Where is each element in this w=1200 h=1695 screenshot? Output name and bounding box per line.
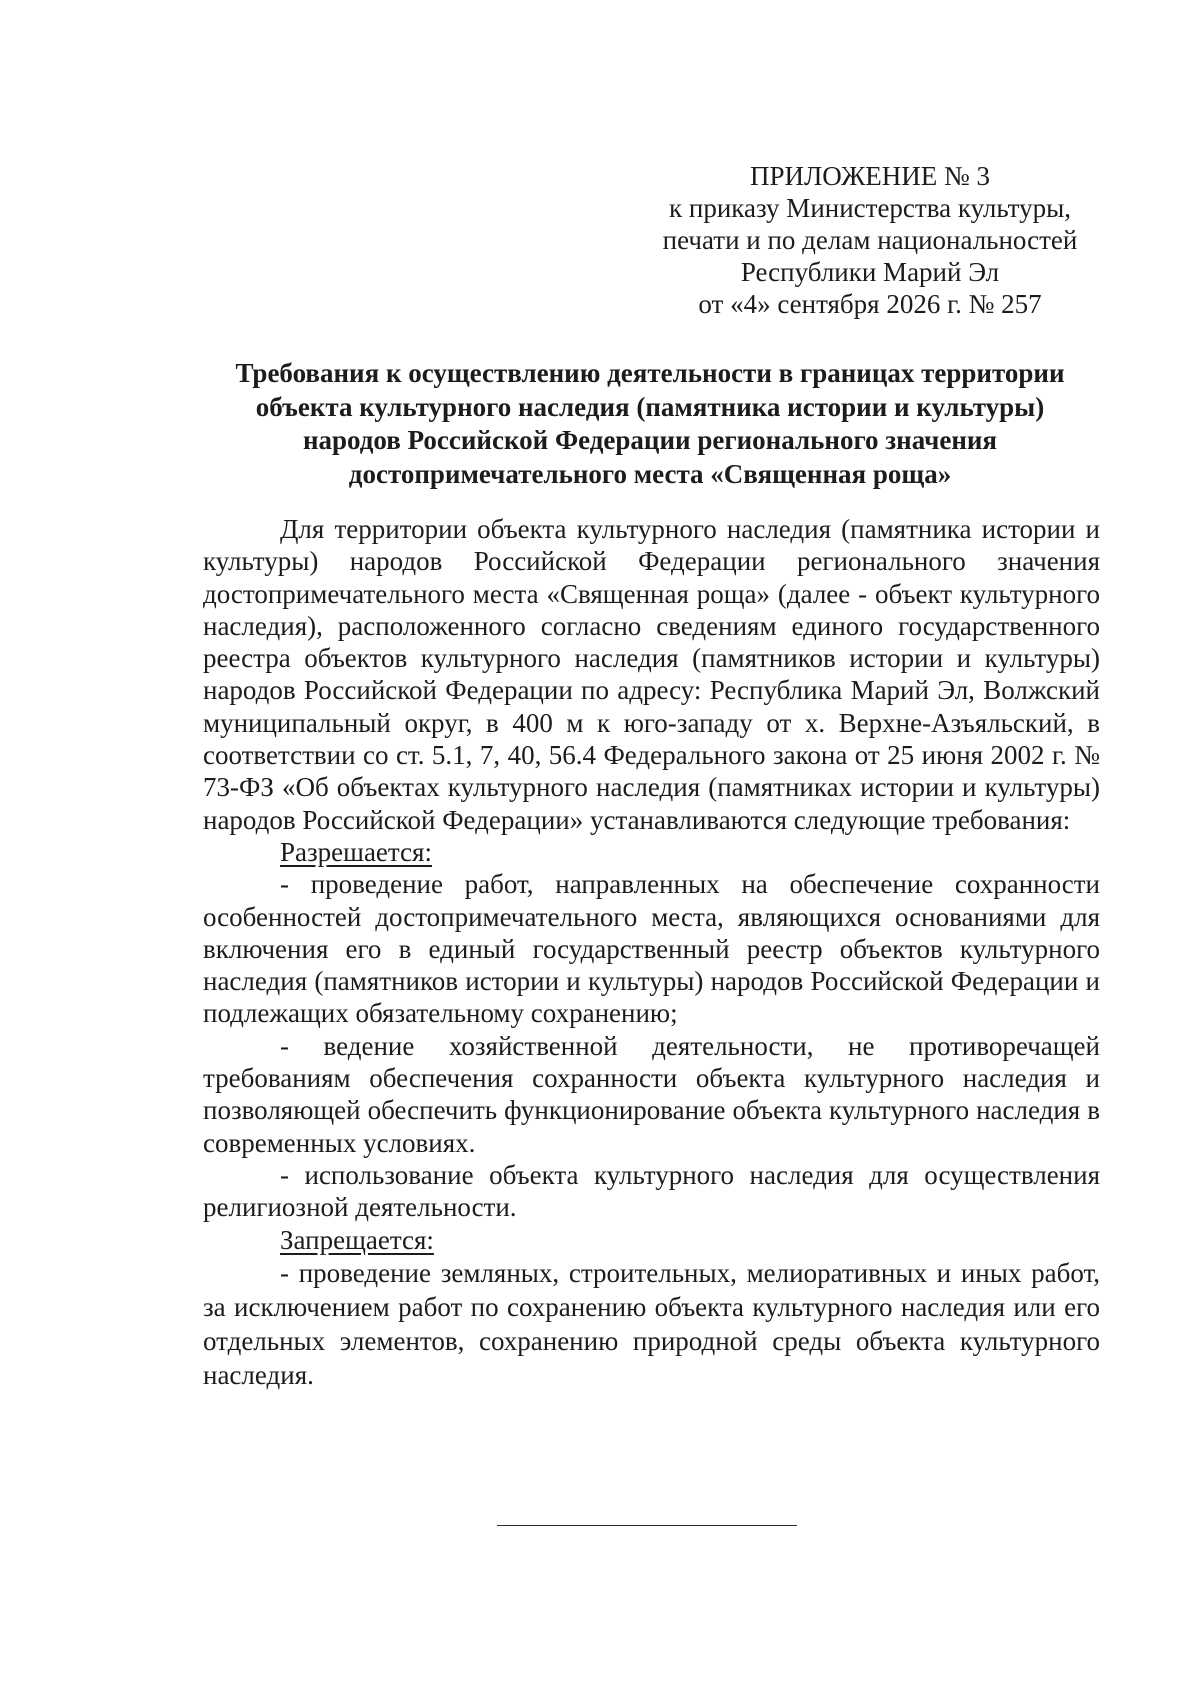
allowed-item: - использование объекта культурного наследия для осуществления религиозной деятельности. (203, 1159, 1100, 1223)
forbidden-heading-text: Запрещается: (280, 1224, 434, 1255)
title-line-3: народов Российской Федерации регионального значения (302, 425, 998, 455)
title-line-4: достопримечательного места «Священная роща» (348, 458, 952, 489)
title-line-2: объекта культурного наследия (памятника истории и культуры) (255, 391, 1045, 422)
appendix-date-number: от «4» сентября 2026 г. № 257 (698, 289, 1042, 319)
document-body (203, 513, 1100, 1392)
allowed-item: - ведение хозяйственной деятельности, не противоречащей требованиям обеспечения сохранности объекта культурного наследия и позволяющей обеспечить функционирование объекта культурного наследия в современных условиях. (203, 1030, 1100, 1158)
appendix-number: ПРИЛОЖЕНИЕ № 3 (749, 161, 991, 191)
appendix-ministry: печати и по делам национальностей (662, 225, 1078, 255)
forbidden-item: - проведение земляных, строительных, мелиоративных и иных работ, за исключением работ по сохранению объекта культурного наследия или его отдельных элементов, сохранению природной среды объекта культурного наследия. (203, 1257, 1100, 1390)
title-line-1: Требования к осуществлению деятельности в границах территории (235, 358, 1065, 388)
appendix-order-ref: к приказу Министерства культуры, (669, 193, 1071, 223)
appendix-header (640, 160, 1100, 320)
allowed-heading-text: Разрешается: (280, 836, 432, 867)
allowed-item: - проведение работ, направленных на обеспечение сохранности особенностей достопримечательного места, являющихся основаниями для включения его в единый государственный реестр объектов культурного наследия (памятников истории и культуры) народов Российской Федерации и подлежащих обязательному сохранению; (203, 869, 1100, 1029)
allowed-heading (203, 836, 1100, 868)
signature-line (497, 1525, 797, 1526)
forbidden-heading (203, 1224, 1100, 1256)
document-title (200, 357, 1100, 491)
appendix-republic: Республики Марий Эл (740, 257, 1000, 287)
intro-paragraph: Для территории объекта культурного наследия (памятника истории и культуры) народов Российской Федерации регионального значения достопримечательного места «Священная роща» (далее - объект культурного наследия), расположенного согласно сведениям единого государственного реестра объектов культурного наследия (памятников истории и культуры) народов Российской Федерации по адресу: Республика Марий Эл, Волжский муниципальный округ, в 400 м к юго-западу от х. Верхне-Азъяльский, в соответствии со ст. 5.1, 7, 40, 56.4 Федерального закона от 25 июня 2002 г. № 73-ФЗ «Об объектах культурного наследия (памятниках истории и культуры) народов Российской Федерации» устанавливаются следующие требования: (203, 514, 1100, 835)
